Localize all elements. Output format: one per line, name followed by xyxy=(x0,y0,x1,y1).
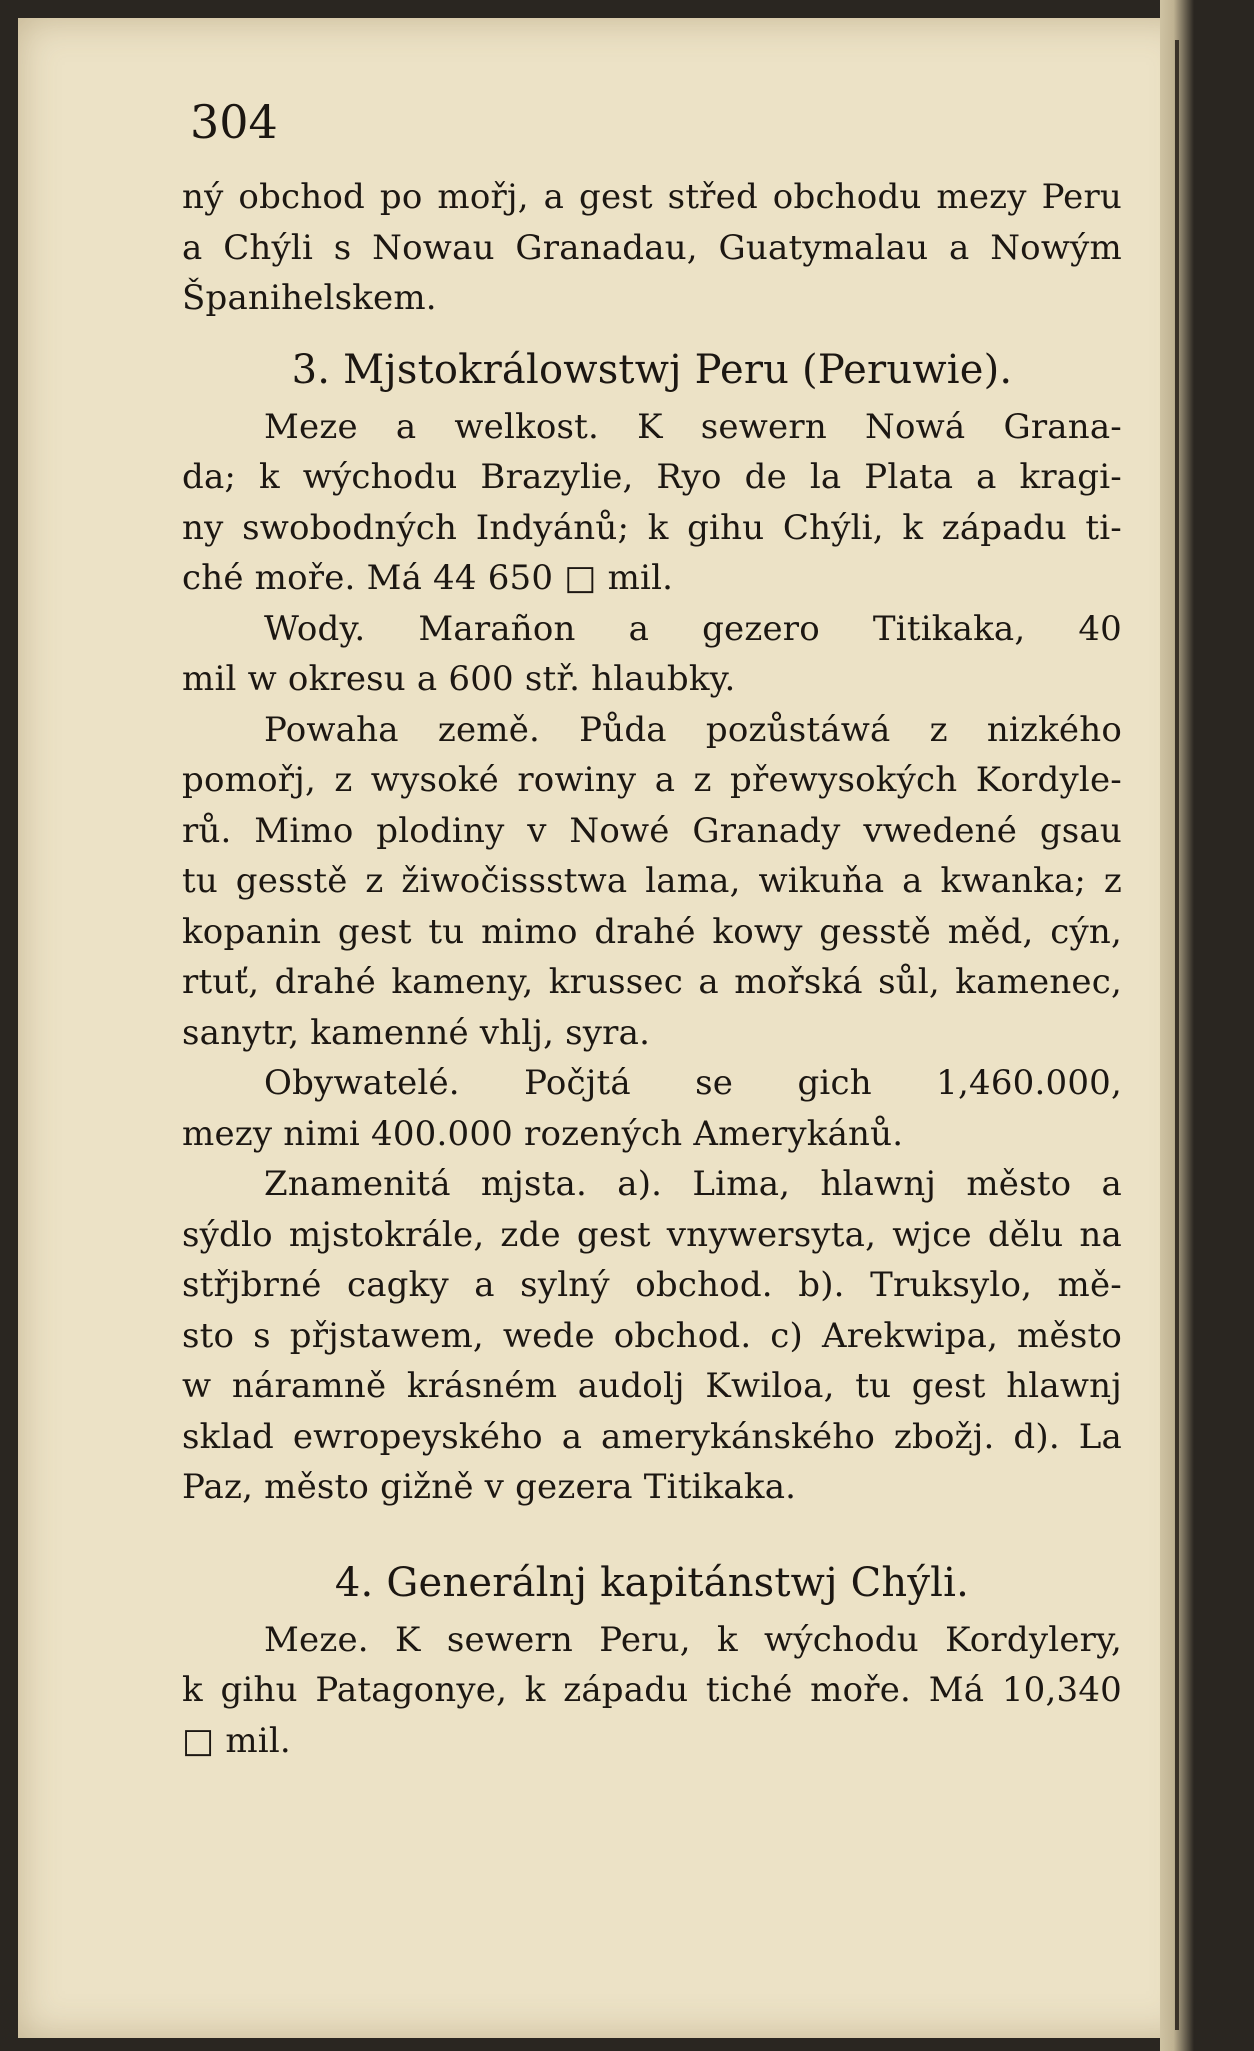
text-line: Paz, město gižně v gezera Titikaka. xyxy=(182,1467,797,1507)
text-line: Znamenitá mjsta. a). Lima, hlawnj město a xyxy=(264,1164,1122,1204)
text-line: da; k wýchodu Brazylie, Ryo de la Plata a kragi- xyxy=(182,457,1122,497)
text-line: střjbrné cagky a sylný obchod. b). Truksylo, mě- xyxy=(182,1265,1122,1305)
text-line: sýdlo mjstokrále, zde gest vnywersyta, wjce dělu na xyxy=(182,1214,1122,1255)
page-number: 304 xyxy=(190,95,278,149)
text-line: tu gesstě z žiwočissstwa lama, wikuňa a kwanka; z xyxy=(182,861,1122,901)
text-body xyxy=(182,172,1122,1766)
text-line: sto s přjstawem, wede obchod. c) Arekwipa, město xyxy=(182,1315,1122,1356)
text-line: sanytr, kamenné vhlj, syra. xyxy=(182,1012,651,1053)
text-line: Wody. Marañon a gezero Titikaka, 40 xyxy=(264,608,1122,649)
text-line: Powaha země. Půda pozůstáwá z nizkého xyxy=(264,709,1122,750)
text-line: ché moře. Má 44 650 □ mil. xyxy=(182,558,674,598)
text-line: w náramně krásném audolj Kwiloa, tu gest hlawnj xyxy=(182,1366,1122,1406)
text-line: sklad ewropeyského a amerykánského zbožj. d). La xyxy=(182,1416,1122,1457)
text-line: rů. Mimo plodiny v Nowé Granady vwedené gsau xyxy=(182,810,1122,851)
text-line: □ mil. xyxy=(182,1720,291,1761)
text-line: ny swobodných Indyánů; k gihu Chýli, k západu ti- xyxy=(182,507,1122,548)
text-line: Meze a welkost. K sewern Nowá Grana- xyxy=(264,406,1122,447)
text-line: Meze. K sewern Peru, k wýchodu Kordylery, xyxy=(264,1619,1122,1660)
text-line: kopanin gest tu mimo drahé kowy gesstě měd, cýn, xyxy=(182,911,1122,952)
text-line: mezy nimi 400.000 rozených Amerykánů. xyxy=(182,1113,904,1154)
text-line: k gihu Patagonye, k západu tiché moře. Má 10,340 xyxy=(182,1670,1122,1710)
text-line: a Chýli s Nowau Granadau, Guatymalau a Nowým xyxy=(182,227,1122,268)
section-heading-peru: 3. Mjstokrálowstwj Peru (Peruwie). xyxy=(291,346,1013,393)
text-line: ný obchod po mořj, a gest střed obchodu mezy Peru xyxy=(182,177,1122,217)
text-line: Španihelskem. xyxy=(182,278,437,318)
text-line: pomořj, z wysoké rowiny a z přewysokých Kordyle- xyxy=(182,760,1122,800)
spine-edge xyxy=(1175,40,1179,2030)
text-line: mil w okresu a 600 stř. hlaubky. xyxy=(182,659,736,699)
text-line: rtuť, drahé kameny, krussec a mořská sůl, kamenec, xyxy=(182,962,1122,1002)
section-heading-chile: 4. Generálnj kapitánstwj Chýli. xyxy=(334,1559,970,1606)
text-line: Obywatelé. Počjtá se gich 1,460.000, xyxy=(264,1063,1122,1103)
